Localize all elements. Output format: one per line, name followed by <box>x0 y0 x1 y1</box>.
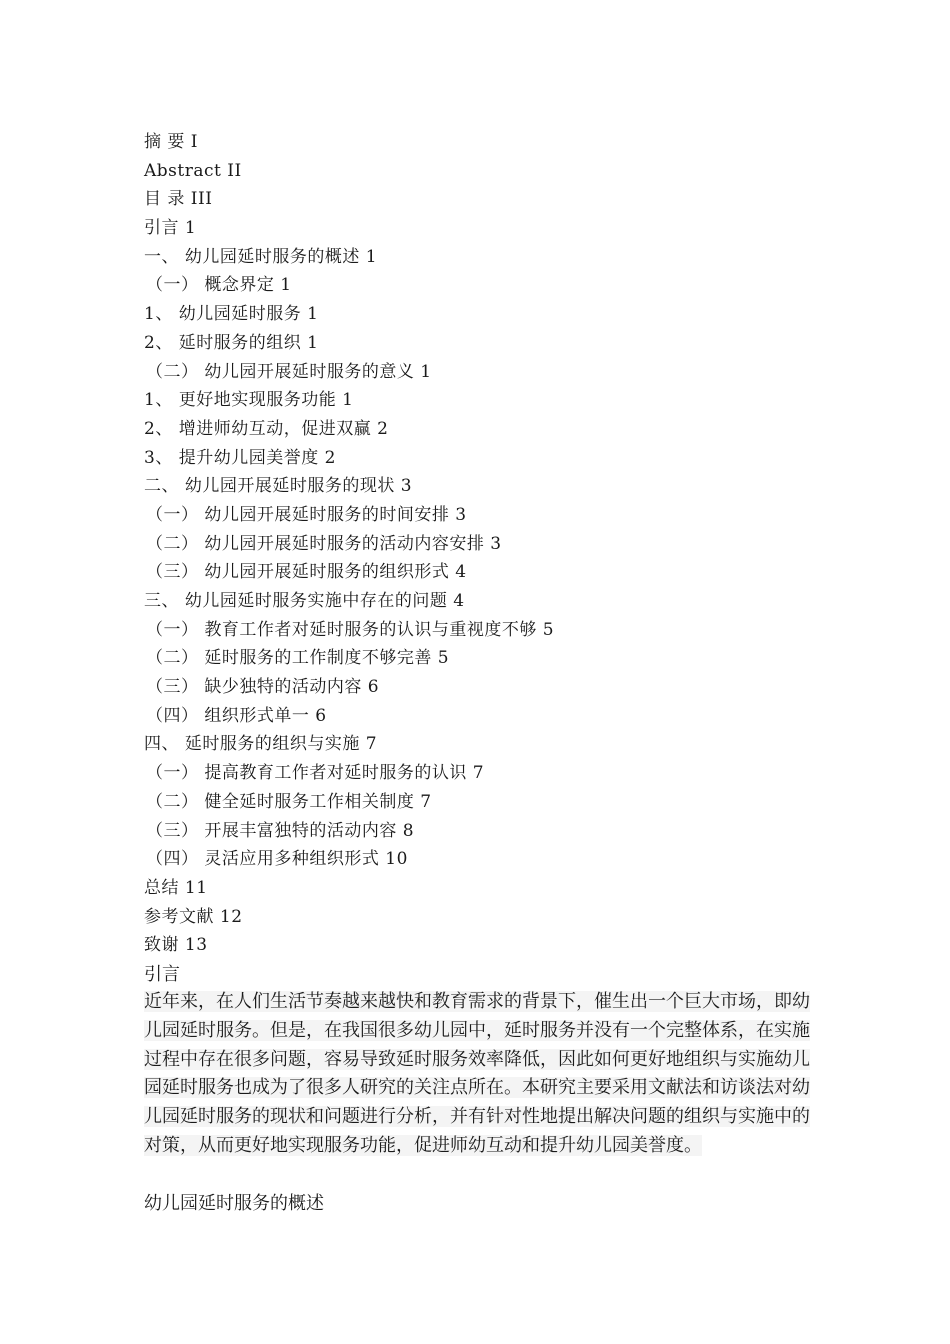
toc-entry-abstract-cn[interactable]: 摘 要 I <box>144 132 199 152</box>
section-heading-overview: 幼儿园延时服务的概述 <box>144 1193 324 1214</box>
toc-entry-chapter-1[interactable]: 一、 幼儿园延时服务的概述 1 <box>144 246 378 267</box>
toc-entry-3-3[interactable]: （三） 缺少独特的活动内容 6 <box>146 677 380 698</box>
toc-entry-4-2[interactable]: （二） 健全延时服务工作相关制度 7 <box>146 791 432 812</box>
toc-entry-2-3[interactable]: （三） 幼儿园开展延时服务的组织形式 4 <box>146 562 467 583</box>
introduction-paragraph-text: 近年来，在人们生活节奏越来越快和教育需求的背景下，催生出一个巨大市场，即幼儿园延时服务。但是，在我国很多幼儿园中，延时服务并没有一个完整体系，在实施过程中存在很多问题，容易导致延时服务效率降低，因此如何更好地组织与实施幼儿园延时服务也成为了很多人研究的关注点所在。本研究主要采用文献法和访谈法对幼儿园延时服务的现状和问题进行分析，并有针对性地提出解决问题的组织与实施中的对策，从而更好地实现服务功能，促进师幼互动和提升幼儿园美誉度。 <box>144 991 810 1156</box>
toc-entry-conclusion[interactable]: 总结 11 <box>144 877 208 898</box>
toc-entry-1-2-2[interactable]: 2、 增进师幼互动，促进双赢 2 <box>144 418 389 439</box>
toc-entry-acknowledgements[interactable]: 致谢 13 <box>144 935 208 956</box>
toc-entry-chapter-3[interactable]: 三、 幼儿园延时服务实施中存在的问题 4 <box>144 591 465 611</box>
toc-entry-references[interactable]: 参考文献 12 <box>144 906 243 927</box>
toc-entry-3-4[interactable]: （四） 组织形式单一 6 <box>146 705 327 726</box>
toc-entry-3-2[interactable]: （二） 延时服务的工作制度不够完善 5 <box>146 648 450 669</box>
toc-entry-contents[interactable]: 目 录 III <box>144 189 213 210</box>
introduction-heading: 引言 <box>144 964 180 985</box>
toc-entry-1-2-3[interactable]: 3、 提升幼儿园美誉度 2 <box>144 447 336 468</box>
toc-entry-1-1[interactable]: （一） 概念界定 1 <box>146 275 292 296</box>
toc-entry-2-2[interactable]: （二） 幼儿园开展延时服务的活动内容安排 3 <box>146 533 502 554</box>
table-of-contents <box>144 128 824 960</box>
toc-entry-4-4[interactable]: （四） 灵活应用多种组织形式 10 <box>146 849 408 870</box>
toc-entry-introduction[interactable]: 引言 1 <box>144 218 197 239</box>
toc-entry-1-1-1[interactable]: 1、 幼儿园延时服务 1 <box>144 304 319 325</box>
introduction-paragraph <box>144 988 814 1161</box>
toc-entry-1-2-1[interactable]: 1、 更好地实现服务功能 1 <box>144 390 354 411</box>
toc-entry-4-3[interactable]: （三） 开展丰富独特的活动内容 8 <box>146 820 415 841</box>
toc-entry-1-2[interactable]: （二） 幼儿园开展延时服务的意义 1 <box>146 361 432 382</box>
toc-entry-chapter-4[interactable]: 四、 延时服务的组织与实施 7 <box>144 734 378 755</box>
toc-entry-abstract-en[interactable]: Abstract II <box>144 160 242 181</box>
toc-entry-1-1-2[interactable]: 2、 延时服务的组织 1 <box>144 332 319 353</box>
toc-entry-chapter-2[interactable]: 二、 幼儿园开展延时服务的现状 3 <box>144 476 413 497</box>
toc-entry-4-1[interactable]: （一） 提高教育工作者对延时服务的认识 7 <box>146 763 485 784</box>
toc-entry-2-1[interactable]: （一） 幼儿园开展延时服务的时间安排 3 <box>146 504 467 525</box>
toc-entry-3-1[interactable]: （一） 教育工作者对延时服务的认识与重视度不够 5 <box>146 619 555 640</box>
